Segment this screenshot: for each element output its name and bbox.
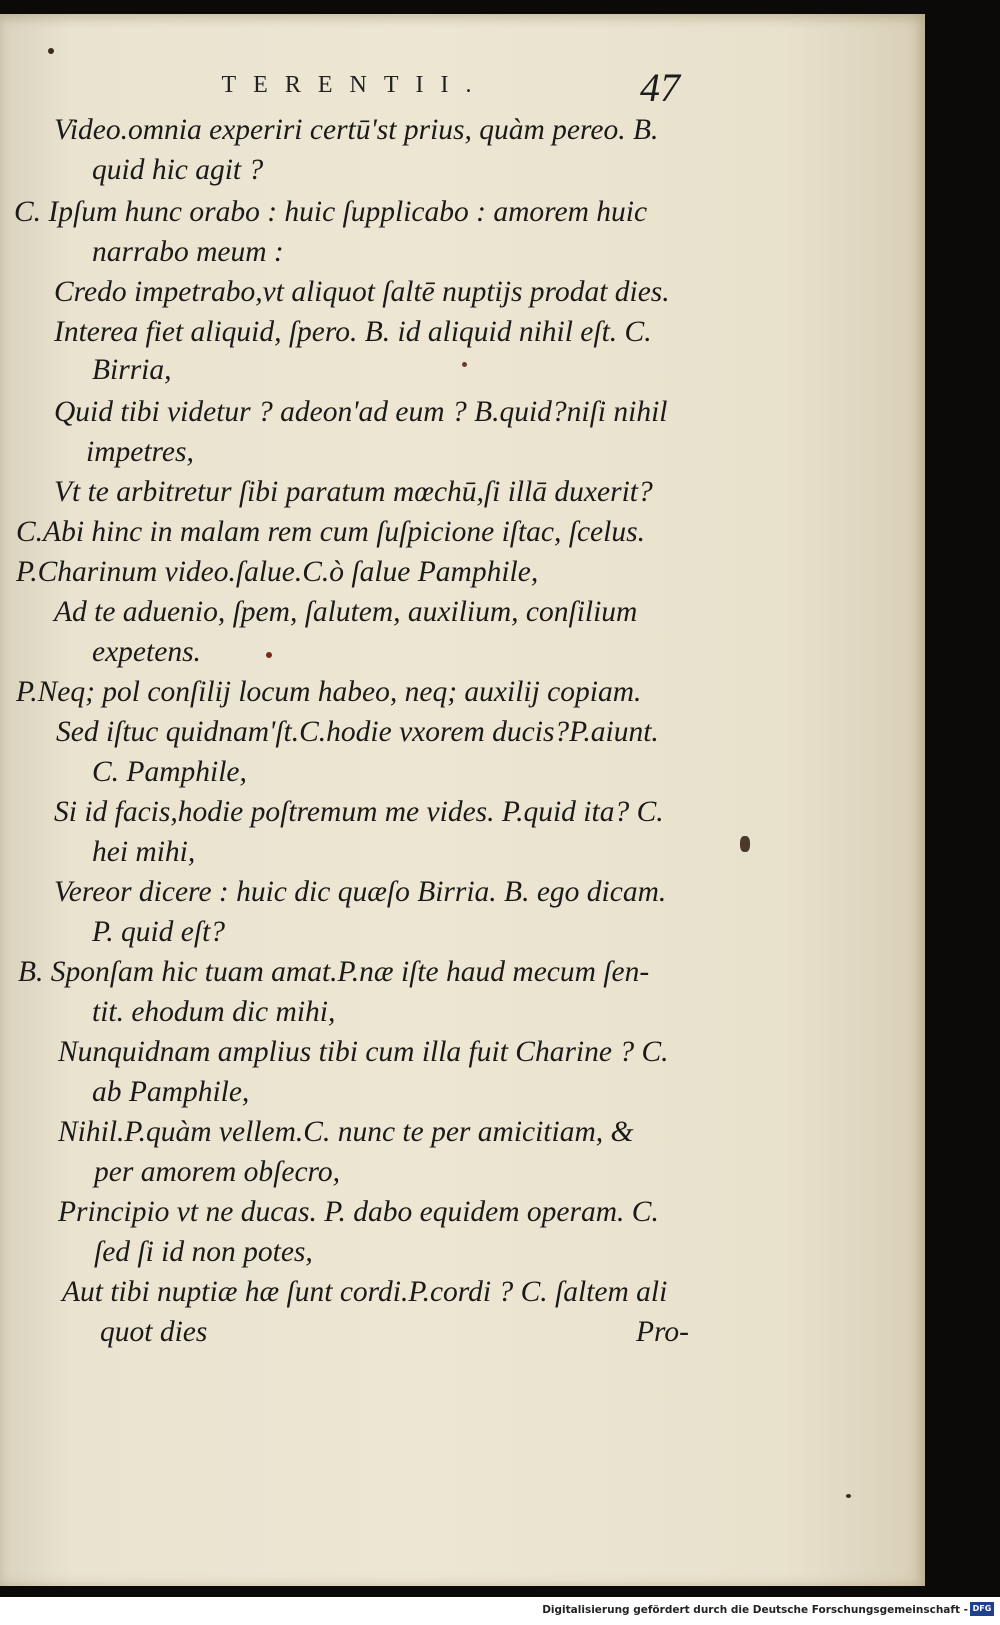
ink-speck [462, 362, 467, 367]
text-block [0, 14, 925, 1586]
text-line: Aut tibi nuptiæ hæ ſunt cordi.P.cordi ? C. ſaltem ali [62, 1276, 668, 1308]
footer-credit: Digitalisierung gefördert durch die Deutsche Forschungsgemeinschaft - [542, 1604, 968, 1616]
text-line: Vereor dicere : huic dic quæſo Birria. B. ego dicam. [54, 876, 667, 908]
dfg-logo-icon: DFG [970, 1602, 994, 1616]
text-line: C. Ipſum hunc orabo : huic ſupplicabo : amorem huic [14, 196, 648, 228]
text-line: Nunquidnam amplius tibi cum illa fuit Charine ? C. [58, 1036, 669, 1068]
text-line: expetens. [92, 636, 201, 668]
text-line: Quid tibi videtur ? adeon'ad eum ? B.quid?niſi nihil [54, 396, 668, 428]
running-head: TERENTII. [221, 72, 489, 98]
text-line: C.Abi hinc in malam rem cum ſuſpicione iſtac, ſcelus. [16, 516, 645, 548]
text-line: Credo impetrabo,vt aliquot ſaltē nuptijs prodat dies. [54, 276, 670, 308]
ink-speck [846, 1494, 851, 1498]
text-line: C. Pamphile, [92, 756, 247, 788]
catchword: Pro- [636, 1316, 689, 1348]
ink-speck [48, 48, 54, 54]
text-line: Vt te arbitretur ſibi paratum mœchū,ſi illā duxerit? [54, 476, 653, 508]
ink-speck [266, 652, 272, 658]
text-line: Ad te aduenio, ſpem, ſalutem, auxilium, conſilium [54, 596, 638, 628]
text-line: narrabo meum : [92, 236, 284, 268]
text-line: quot dies [100, 1316, 208, 1348]
text-line: per amorem obſecro, [94, 1156, 341, 1188]
text-line: Video.omnia experiri certū'st prius, quàm pereo. B. [54, 114, 659, 146]
text-line: impetres, [86, 436, 194, 468]
text-line: P.Charinum video.ſalue.C.ò ſalue Pamphile, [16, 556, 539, 588]
text-line: Sed iſtuc quidnam'ſt.C.hodie vxorem ducis?P.aiunt. [56, 716, 659, 748]
text-line: P. quid eſt? [92, 916, 226, 948]
text-line: hei mihi, [92, 836, 196, 868]
text-line: tit. ehodum dic mihi, [92, 996, 336, 1028]
book-page [0, 14, 925, 1586]
text-line: Nihil.P.quàm vellem.C. nunc te per amicitiam, & [58, 1116, 634, 1148]
ink-blot [740, 836, 750, 852]
text-line: B. Sponſam hic tuam amat.P.næ iſte haud mecum ſen- [18, 956, 650, 988]
text-line: Principio vt ne ducas. P. dabo equidem operam. C. [58, 1196, 659, 1228]
text-line: ſed ſi id non potes, [94, 1236, 313, 1268]
text-line: ab Pamphile, [92, 1076, 250, 1108]
page-number: 47 [640, 65, 680, 110]
text-line: P.Neq; pol conſilij locum habeo, neq; auxilij copiam. [16, 676, 642, 708]
text-line: Si id facis,hodie poſtremum me vides. P.quid ita? C. [54, 796, 664, 828]
text-line: Interea fiet aliquid, ſpero. B. id aliquid nihil eſt. C. [54, 316, 652, 348]
text-line: quid hic agit ? [92, 154, 264, 186]
text-line: Birria, [92, 354, 172, 386]
